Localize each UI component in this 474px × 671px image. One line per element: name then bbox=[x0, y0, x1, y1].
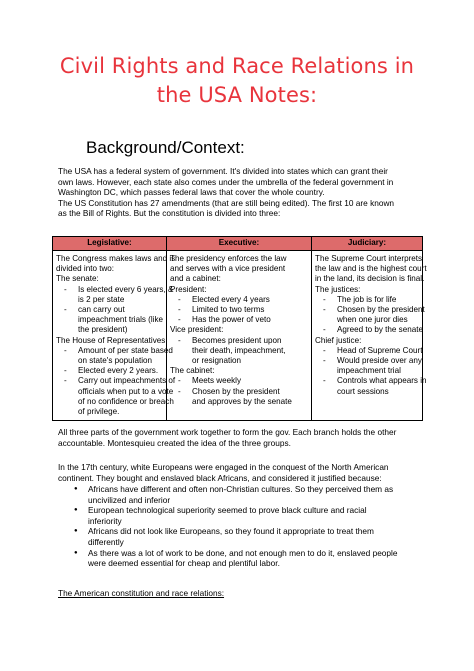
section-subtitle: Background/Context: bbox=[86, 138, 245, 157]
cell-line: impeachment trial bbox=[337, 366, 401, 376]
cell-line: The justices: bbox=[315, 284, 361, 294]
cell-line: Chief justice: bbox=[315, 335, 362, 345]
paragraph-line: continent. They bought and enslaved black Africans, and considered it justified because: bbox=[58, 472, 382, 483]
cell-line: the law and is the highest court bbox=[315, 264, 427, 274]
list-item: - Would preside over any bbox=[315, 356, 419, 366]
cell-line: of no confidence or breach bbox=[78, 396, 174, 406]
bullet-line: ● Africans have different and often non-Christian cultures. So they perceived them as bbox=[88, 484, 394, 494]
cell-line: officials when put to a vote bbox=[78, 386, 174, 396]
cell-line: The Supreme Court interprets bbox=[315, 254, 423, 263]
paragraph-line: accountable. Montesquieu created the idea of the three groups. bbox=[58, 437, 291, 448]
list-item: - Elected every 4 years bbox=[170, 295, 308, 305]
section-heading: The American constitution and race relations: bbox=[58, 588, 225, 598]
bullet-line: uncivilized and inferior bbox=[88, 494, 171, 505]
cell-line: and a cabinet: bbox=[170, 274, 221, 284]
cell-line: President: bbox=[170, 284, 207, 294]
header-legislative: Legislative: bbox=[53, 237, 167, 251]
cell-line: The House of Representatives: bbox=[56, 335, 168, 345]
justification-list bbox=[74, 484, 422, 569]
cell-line: court sessions bbox=[337, 386, 389, 396]
intro-paragraph bbox=[58, 166, 428, 219]
list-item: - Chosen by the president bbox=[170, 387, 308, 397]
cell-line: divided into two: bbox=[56, 264, 115, 274]
cell-line: on state's population bbox=[78, 356, 152, 366]
bullet-line: ● Africans did not look like Europeans, so they found it appropriate to treat them bbox=[88, 526, 374, 537]
list-item: - Controls what appears in bbox=[315, 376, 419, 386]
intro-line: own laws. However, each state also comes under the umbrella of the federal government in bbox=[58, 176, 394, 187]
list-item: - Chosen by the president bbox=[315, 305, 419, 315]
intro-line: The USA has a federal system of government. It's divided into states which can grant their bbox=[58, 166, 388, 176]
cell-line: when one juror dies bbox=[337, 315, 408, 325]
document-title bbox=[0, 52, 474, 110]
table-header-row bbox=[53, 237, 423, 251]
list-item bbox=[74, 526, 422, 547]
list-item: - Amount of per state based bbox=[56, 346, 163, 356]
cell-line: Vice president: bbox=[170, 325, 224, 335]
executive-cell bbox=[167, 251, 312, 421]
list-item: - Meets weekly bbox=[170, 376, 308, 386]
list-item: - Carry out impeachments of bbox=[56, 376, 163, 386]
bullet-line: inferiority bbox=[88, 515, 122, 526]
list-item bbox=[74, 548, 422, 569]
list-item: - Has the power of veto bbox=[170, 315, 308, 325]
cell-line: The presidency enforces the law bbox=[170, 254, 287, 263]
cell-line: or resignation bbox=[192, 356, 242, 366]
list-item: - The job is for life bbox=[315, 295, 419, 305]
cell-line: the president) bbox=[78, 325, 128, 335]
bullet-line: ● European technological superiority seemed to prove black culture and racial bbox=[88, 505, 367, 516]
legislative-cell bbox=[53, 251, 176, 421]
intro-line: Washington DC, which passes federal laws that cover the whole country. bbox=[58, 187, 325, 198]
list-item: - Is elected every 6 years, & bbox=[56, 285, 163, 295]
list-item: - Head of Supreme Court bbox=[315, 346, 419, 356]
list-item: - Limited to two terms bbox=[170, 305, 308, 315]
title-line-1: Civil Rights and Race Relations in bbox=[59, 54, 415, 78]
cell-line: is 2 per state bbox=[78, 294, 125, 304]
bullet-line: ● As there was a lot of work to be done, and not enough men to do it, enslaved people bbox=[88, 547, 398, 558]
table-row bbox=[53, 251, 423, 421]
header-judiciary: Judiciary: bbox=[312, 237, 423, 251]
list-item: - can carry out bbox=[56, 305, 163, 315]
after-table-paragraph bbox=[58, 427, 428, 448]
list-item bbox=[74, 484, 422, 505]
list-item: - Becomes president upon bbox=[170, 336, 308, 346]
list-item: - Agreed to by the senate bbox=[315, 325, 419, 335]
bullet-line: were deemed essential for cheap and plentiful labor. bbox=[88, 558, 280, 569]
bullet-line: differently bbox=[88, 536, 124, 547]
history-paragraph bbox=[58, 462, 428, 483]
cell-line: and approves by the senate bbox=[192, 396, 292, 406]
cell-line: their death, impeachment, bbox=[192, 345, 286, 355]
intro-line: The US Constitution has 27 amendments (that are still being edited). The first 10 are known bbox=[58, 197, 395, 208]
list-item bbox=[74, 505, 422, 526]
cell-line: of privilege. bbox=[78, 407, 120, 417]
government-branches-table bbox=[52, 236, 427, 421]
list-item: - Elected every 2 years. bbox=[56, 366, 163, 376]
cell-line: and serves with a vice president bbox=[170, 264, 286, 274]
cell-line: The Congress makes laws and is bbox=[56, 254, 176, 263]
header-executive: Executive: bbox=[167, 237, 312, 251]
intro-line: as the Bill of Rights. But the constitution is divided into three: bbox=[58, 208, 281, 219]
judiciary-cell bbox=[312, 251, 427, 421]
cell-line: impeachment trials (like bbox=[78, 315, 164, 325]
cell-line: The cabinet: bbox=[170, 366, 215, 376]
paragraph-line: In the 17th century, white Europeans were engaged in the conquest of the North American bbox=[58, 462, 389, 472]
paragraph-line: All three parts of the government work together to form the gov. Each branch holds the other bbox=[58, 427, 397, 437]
title-line-2: the USA Notes: bbox=[156, 83, 318, 107]
cell-line: in the land, its decision is final. bbox=[315, 274, 425, 284]
cell-line: The senate: bbox=[56, 274, 99, 284]
